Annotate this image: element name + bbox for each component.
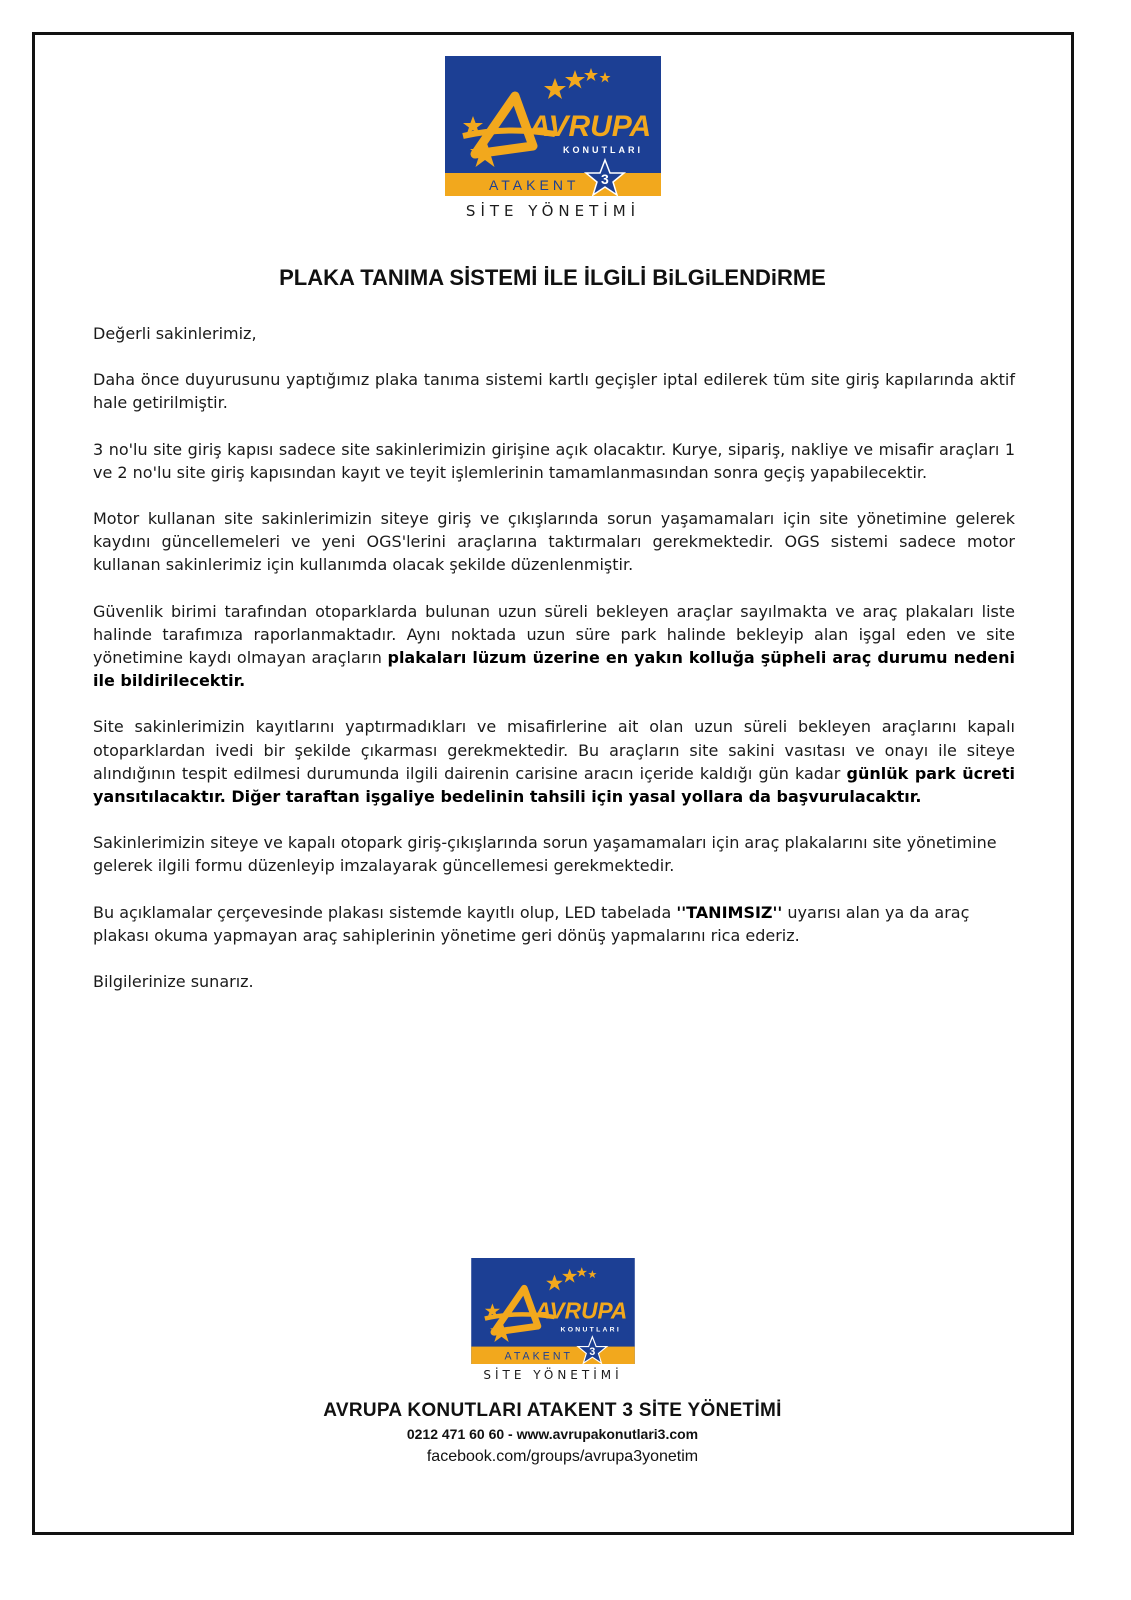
logo-strip-text: ATAKENT (504, 1350, 574, 1363)
logo-brand-text: AVRUPA (534, 1297, 628, 1324)
paragraph-5 (93, 715, 1015, 808)
paragraph-5-text: Site sakinlerimizin kayıtlarını yaptırmadıkları ve misafirlerine ait olan uzun süreli bekleyen araçlarını kapalı otoparklardan ivedi bir şekilde çıkarması gerekmektedir. Bu araçların site sakini vasıtası ve onayı ile siteye alındığının tespit edilmesi durumunda ilgili dairenin carisine aracın içeride kaldığı gün kadar (93, 717, 1015, 783)
paragraph-7 (93, 901, 1015, 947)
footer-facebook: facebook.com/groups/avrupa3yonetim (426, 1448, 699, 1465)
paragraph-7-bold: ''TANIMSIZ'' (676, 902, 783, 922)
logo-caption: SİTE YÖNETİMİ (465, 202, 641, 220)
paragraph-1: Daha önce duyurusunu yaptığımız plaka tanıma sistemi kartlı geçişler iptal edilerek tüm site giriş kapılarında aktif hale getirilmiştir. (93, 370, 1015, 413)
greeting: Değerli sakinlerimiz, (93, 324, 257, 343)
logo-sub-text: KONUTLARI (563, 145, 643, 155)
logo-brand-text: AVRUPA (529, 110, 652, 143)
logo-sub-text: KONUTLARI (560, 1326, 622, 1334)
avrupa-logo-emblem (445, 56, 661, 196)
paragraph-4-bold: plakaları lüzum üzerine en yakın kolluğa şüpheli araç durumu nedeni ile bildirilecektir. (93, 648, 1015, 691)
footer-contact: 0212 471 60 60 - www.avrupakonutlari3.com (406, 1426, 699, 1442)
logo-star-number: 3 (589, 1345, 596, 1358)
paragraph-7-text-c: uyarısı alan ya da araç plakası okuma yapmayan araç sahiplerinin yönetime geri dönüş yapmalarını rica ederiz. (93, 902, 970, 945)
paragraph-7-text-a: Bu açıklamalar çerçevesinde plakası sistemde kayıtlı olup, LED tabelada (93, 902, 677, 922)
closing: Bilgilerinize sunarız. (93, 972, 254, 992)
footer-organization: AVRUPA KONUTLARI ATAKENT 3 SİTE YÖNETİMİ (323, 1400, 782, 1421)
avrupa-logo-emblem-small (471, 1258, 635, 1364)
header-logo (445, 56, 661, 220)
paragraph-5-bold: günlük park ücreti yansıtılacaktır. Diğer taraftan işgaliye bedelinin tahsili için yasal yollara da başvurulacaktır. (93, 763, 1015, 807)
logo-caption: SİTE YÖNETİMİ (483, 1368, 623, 1382)
logo-strip-text: ATAKENT (489, 177, 580, 193)
footer-logo (471, 1258, 635, 1382)
paragraph-3: Motor kullanan site sakinlerimizin siteye giriş ve çıkışlarında sorun yaşamamaları için site yönetimine gelerek kaydını güncellemeleri ve yeni OGS'lerini araçlarına taktırmaları gerekmektedir. OGS sistemi sadece motor kullanan sakinlerimiz için kullanımda olacak şekilde düzenlenmiştir. (93, 509, 1015, 575)
document-body (93, 322, 1015, 1016)
paragraph-2: 3 no'lu site giriş kapısı sadece site sakinlerimizin girişine açık olacaktır. Kurye, sipariş, nakliye ve misafir araçları 1 ve 2 no'lu site giriş kapısından kayıt ve teyit işlemlerinin tamamlanmasından sonra geçiş yapabilecektir. (93, 439, 1015, 482)
paragraph-6: Sakinlerimizin siteye ve kapalı otopark giriş-çıkışlarında sorun yaşamamaları için araç plakalarını site yönetimine gelerek ilgili formu düzenleyip imzalayarak güncellemesi gerekmektedir. (93, 833, 997, 876)
paragraph-4 (93, 600, 1015, 693)
logo-star-number: 3 (601, 171, 609, 187)
paragraph-4-text: Güvenlik birimi tarafından otoparklarda bulunan uzun süreli bekleyen araçlar sayılmakta ve araç plakaları liste halinde tarafımıza raporlanmaktadır. Aynı noktada uzun süre park halinde bekleyip alan işgal eden ve site yönetimine kaydı olmayan araçların (93, 601, 1015, 668)
document-title: PLAKA TANIMA SİSTEMİ İLE İLGİLİ BiLGiLENDiRME (279, 265, 826, 290)
